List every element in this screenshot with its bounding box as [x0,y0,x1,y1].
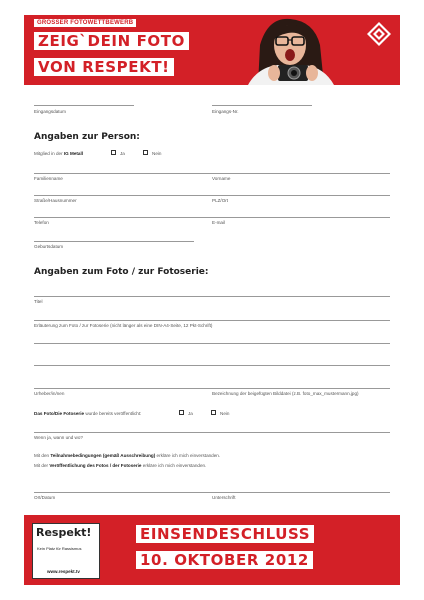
veroeffentlicht-ja-checkbox[interactable] [179,410,184,415]
erlaeuterung-label: Erläuterung zum Foto / zur Fotoserie (nicht länger als eine DIN-A4-Seite, 12 Pkt-Schrift) [34,323,213,328]
stamp-title: Respekt! [36,526,92,539]
deadline-line-1: EINSENDESCHLUSS [136,525,314,543]
ig-metall-logo-icon [366,21,392,47]
entry-form-page [24,15,400,585]
signature-line[interactable] [34,492,390,493]
geburtsdatum-line[interactable] [34,241,194,242]
stamp-url[interactable]: www.respekt.tv [47,569,80,574]
consent1-prefix: Mit den [34,453,50,458]
consent2-prefix: Mit der [34,463,49,468]
wenn-ja-line[interactable] [34,432,390,433]
email-label: E-mail [212,220,226,225]
respekt-stamp [32,523,100,579]
vorname-label: Vorname [212,176,231,181]
headline-line-2: VON RESPEKT! [34,58,174,76]
unterschrift-label: Unterschrift [212,495,236,500]
consent1-bold: Teilnahmebedingungen (gemäß Ausschreibung) [50,453,156,458]
contact-line[interactable] [34,217,390,218]
mitglied-label [34,151,83,156]
veroeffentlicht-label [34,411,141,416]
footer-banner [24,515,400,585]
consent-teilnahme [34,453,220,458]
eingangs-nr-label: Eingangs-Nr. [212,109,239,114]
veroeffentlicht-bold: Das Foto/Die Fotoserie [34,411,85,416]
veroeffentlicht-ja-label: Ja [188,411,193,416]
consent1-rest: erkläre ich mich einverstanden. [156,453,221,458]
mitglied-ja-label: Ja [120,151,125,156]
mitglied-nein-label: Nein [152,151,162,156]
plz-ort-label: PLZ/Ort [212,198,229,203]
eingangsdatum-line[interactable] [34,105,134,106]
wenn-ja-label: Wenn ja, wann und wo? [34,435,83,440]
mitglied-nein-checkbox[interactable] [143,150,148,155]
section-person-heading: Angaben zur Person: [34,132,140,142]
section-foto-heading: Angaben zum Foto / zur Fotoserie: [34,267,209,277]
erlaeuterung-line-3[interactable] [34,365,390,366]
consent2-bold: Veröffentlichung des Fotos / der Fotoserie [49,463,142,468]
address-line[interactable] [34,195,390,196]
erlaeuterung-line[interactable] [34,320,390,321]
name-line[interactable] [34,173,390,174]
eingangs-nr-line[interactable] [212,105,312,106]
erlaeuterung-line-2[interactable] [34,343,390,344]
telefon-label: Telefon [34,220,49,225]
urheber-line[interactable] [34,388,390,389]
deadline-line-2: 10. OKTOBER 2012 [136,551,313,569]
header-banner [24,15,400,85]
urheber-label: Urheber/in/nen [34,391,65,396]
consent-veroeffentlichung [34,463,206,468]
contest-tag: GROSSER FOTOWETTBEWERB [34,19,136,27]
dateibezeichnung-label: Bezeichnung der beigefügten Bilddatei (z.B. foto_max_mustermann.jpg) [212,391,359,396]
consent2-rest: erkläre ich mich einverstanden. [142,463,207,468]
titel-label: Titel [34,299,43,304]
geburtsdatum-label: Geburtsdatum [34,244,64,249]
titel-line[interactable] [34,296,390,297]
veroeffentlicht-rest: wurde bereits veröffentlicht: [85,411,142,416]
mitglied-org: IG Metall [63,151,84,156]
veroeffentlicht-nein-checkbox[interactable] [211,410,216,415]
stamp-subtitle: Kein Platz für Rassismus [37,546,82,551]
woman-with-camera-photo [238,15,342,85]
strasse-label: Straße/Hausnummer [34,198,77,203]
familienname-label: Familienname [34,176,63,181]
eingangsdatum-label: Eingangsdatum [34,109,66,114]
veroeffentlicht-nein-label: Nein [220,411,230,416]
headline-line-1: ZEIG`DEIN FOTO [34,32,189,50]
ort-datum-label: Ort/Datum [34,495,56,500]
mitglied-ja-checkbox[interactable] [111,150,116,155]
mitglied-prefix: Mitglied in der [34,151,63,156]
